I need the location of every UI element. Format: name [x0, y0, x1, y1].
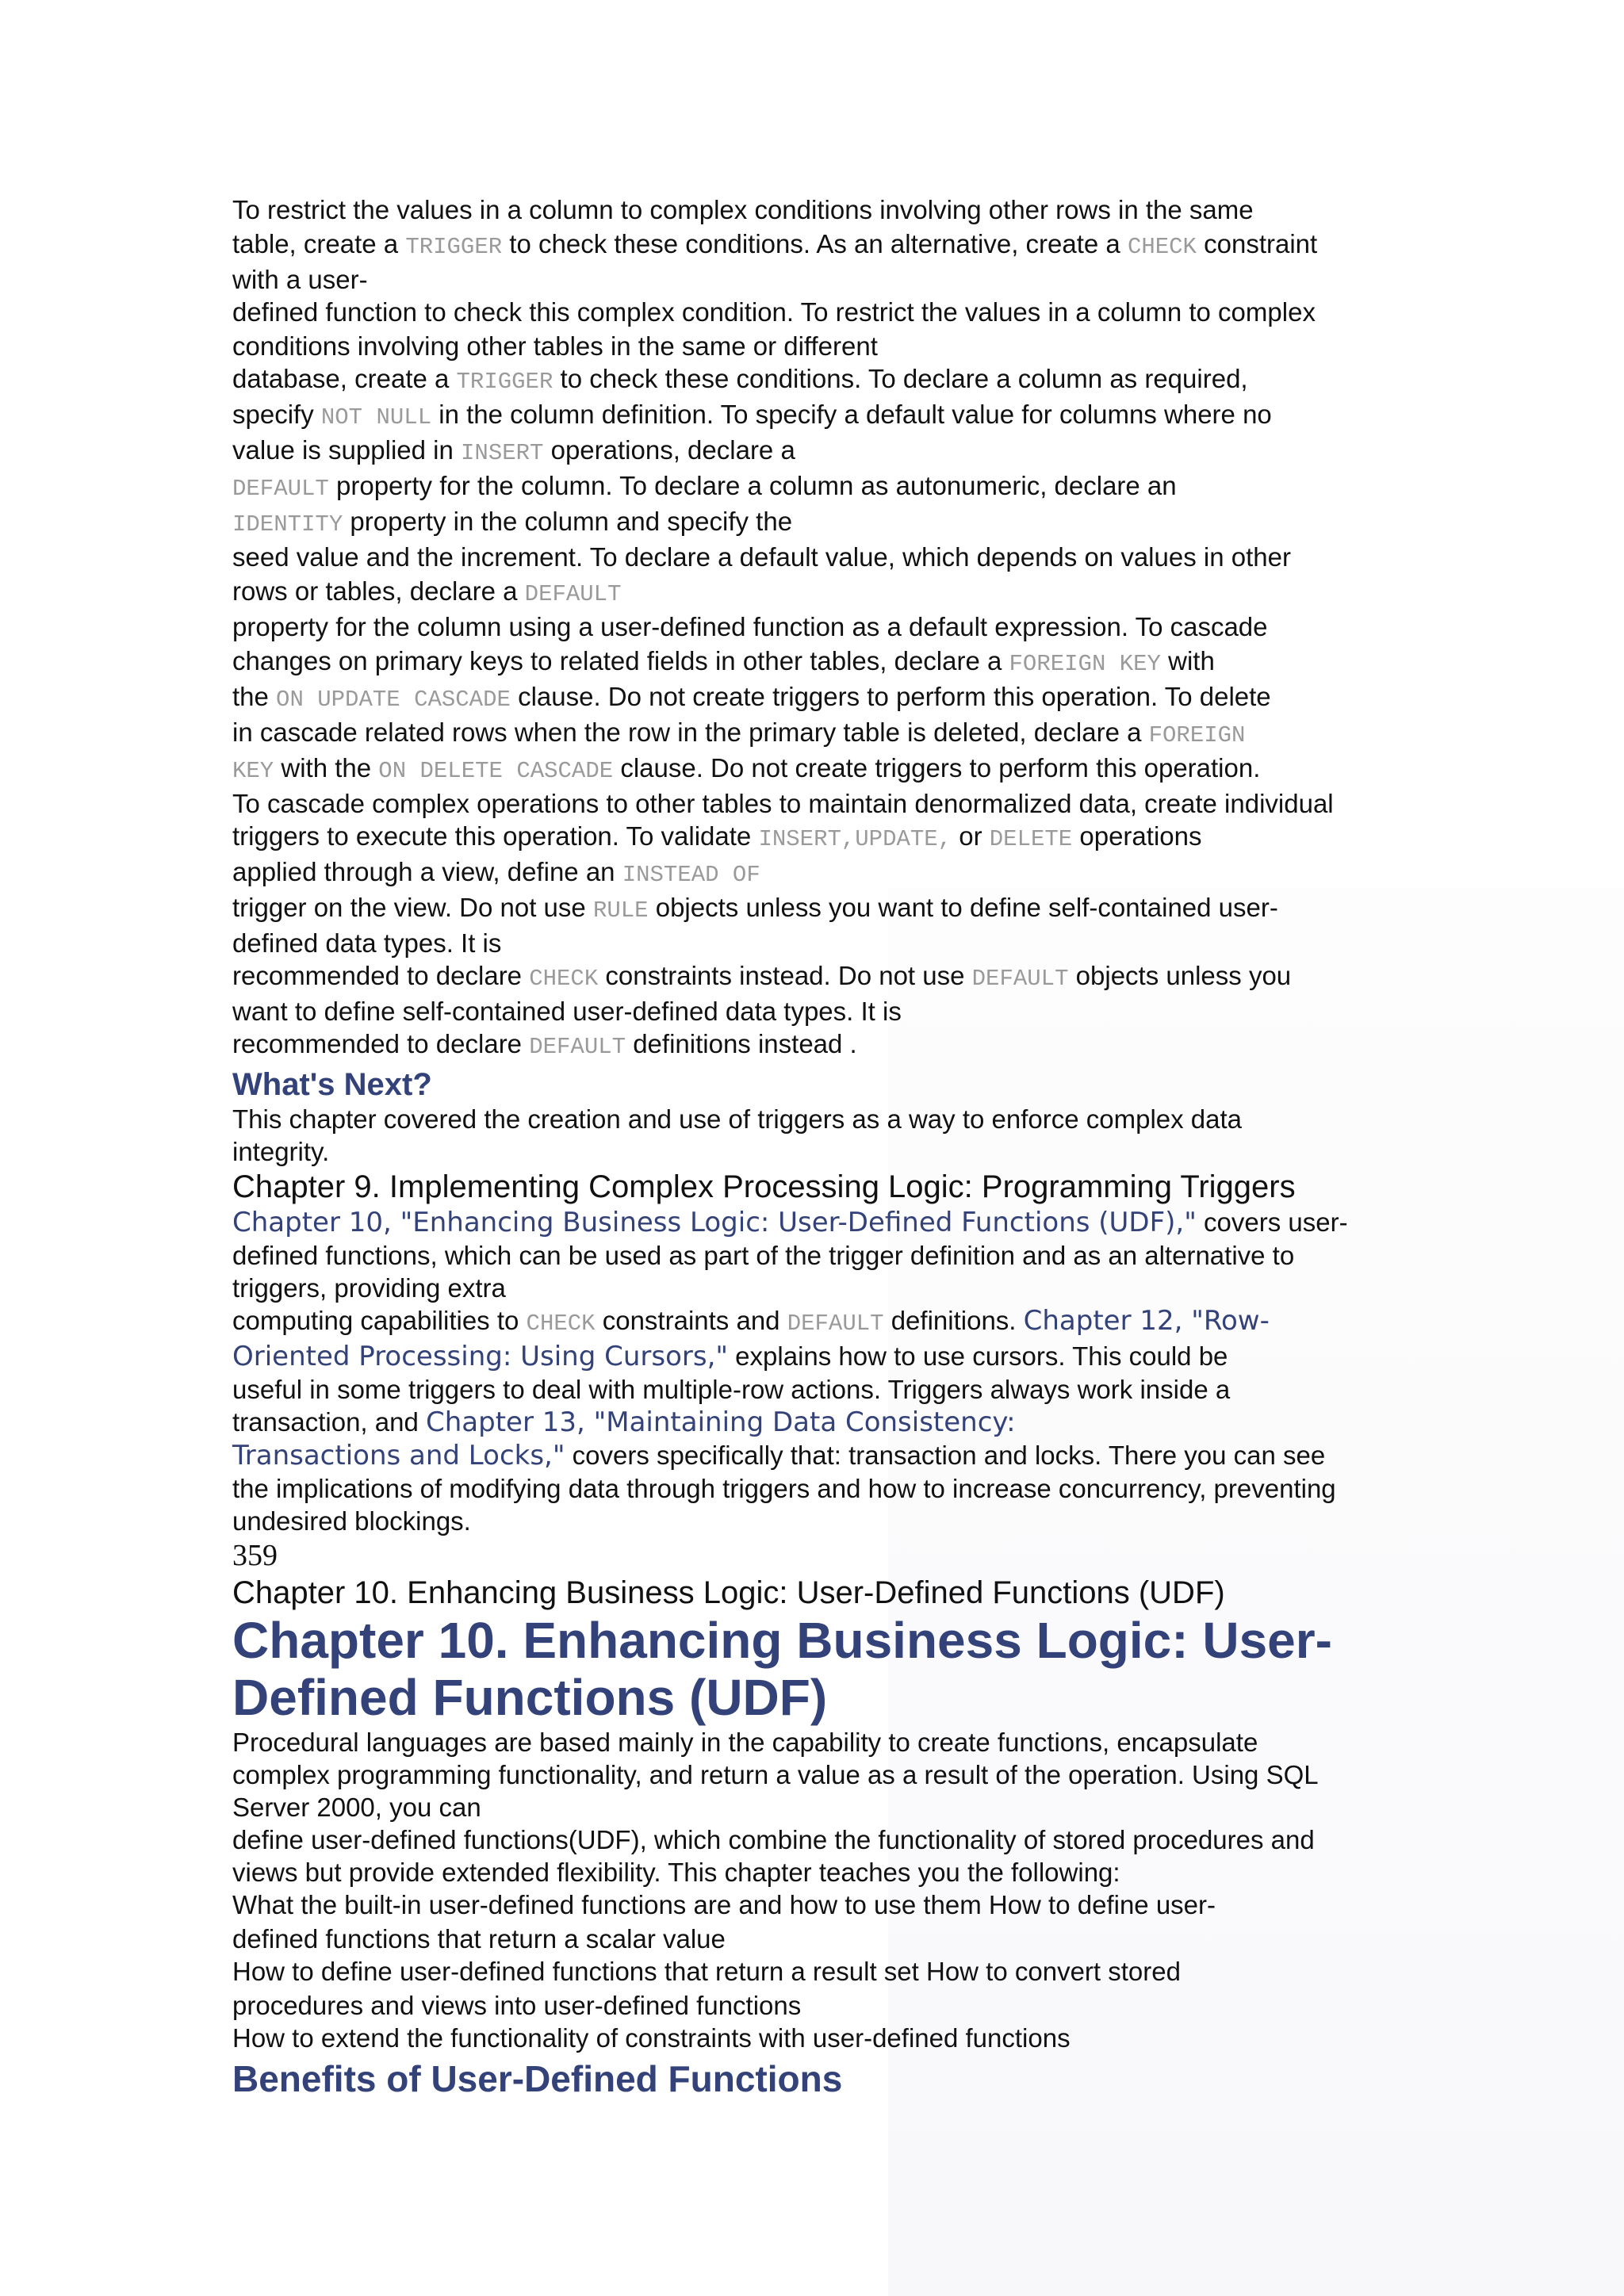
text-run: database, create a: [232, 364, 457, 393]
code-keyword: DEFAULT: [787, 1311, 884, 1337]
text-run: definitions instead .: [626, 1029, 857, 1058]
text-run: seed value and the increment.: [232, 542, 590, 572]
text-line: defined data types. It is: [232, 928, 502, 958]
text-line: [232, 680, 1390, 716]
text-run: property for the column using a user-defined function as a default expression.: [232, 612, 1136, 641]
text-run: Do not use: [837, 961, 972, 990]
text-run: to check these conditions. As an alternative, create a: [502, 229, 1128, 258]
text-line: [232, 434, 1390, 469]
code-keyword: INSTEAD OF: [622, 862, 760, 888]
text-run: triggers to execute this operation.: [232, 821, 626, 851]
text-line: [232, 855, 1390, 891]
code-keyword: CHECK: [1127, 234, 1197, 260]
list-item: [232, 1888, 1390, 1923]
text-run: recommended to declare: [232, 1029, 530, 1058]
text-line: [232, 891, 1390, 927]
chapter-title: [232, 1612, 1390, 1726]
text-line: Procedural languages are based mainly in the capability to create functions, encapsulate: [232, 1728, 1258, 1757]
text-run: recommended to declare: [232, 961, 530, 990]
text-line: [232, 1439, 1390, 1472]
text-run: with the: [274, 753, 379, 783]
text-line: This chapter covered the creation and use of triggers as a way to enforce complex data: [232, 1104, 1243, 1134]
list-item: [232, 2022, 1390, 2056]
text-run: transaction, and: [232, 1407, 426, 1437]
text-line: [232, 959, 1390, 995]
text-line: [232, 820, 1390, 855]
text-line: integrity.: [232, 1137, 330, 1166]
text-run: operations, declare a: [543, 435, 795, 465]
text-line: the implications of modifying data through triggers and how to increase concurrency, preventing: [232, 1474, 1336, 1503]
text-line: procedures and views into user-defined functions: [232, 1991, 802, 2020]
running-header: Chapter 9. Implementing Complex Processing Logic: Programming Triggers: [232, 1169, 1296, 1204]
text-run: value is supplied in: [232, 435, 462, 465]
code-keyword: DEFAULT: [524, 581, 622, 607]
text-run: computing capabilities to: [232, 1306, 527, 1335]
text-run: To cascade: [1135, 612, 1268, 641]
text-line: [232, 228, 1390, 263]
text-run: How to define user-: [988, 1890, 1216, 1919]
text-line: complex programming functionality, and return a value as a result of the operation. Using SQL: [232, 1760, 1319, 1789]
code-keyword: DELETE: [989, 826, 1073, 852]
text-run: table, create a: [232, 229, 406, 258]
text-run: To specify a default value for columns where no: [720, 400, 1272, 429]
text-line: want to define self-contained user-defined data types. It is: [232, 997, 902, 1026]
text-line: with a user-: [232, 265, 368, 294]
text-run: objects unless you want to define self-contained user-: [648, 893, 1278, 922]
text-run: Do not use: [459, 893, 593, 922]
text-line: [232, 1206, 1390, 1239]
text-line: [232, 541, 1390, 575]
code-keyword: DEFAULT: [971, 966, 1069, 992]
text-run: property in the column and specify the: [343, 507, 793, 536]
text-line: defined functions, which can be used as part of the trigger definition and as an alternative to: [232, 1241, 1295, 1270]
text-run: clause. Do not create triggers to perform this operation.: [613, 753, 1261, 783]
text-run: To declare a default value, which depends on values in other: [589, 542, 1291, 572]
text-line: To cascade complex operations to other tables to maintain denormalized data, create individual: [232, 789, 1334, 818]
text-run: rows or tables, declare a: [232, 576, 525, 606]
text-run: trigger on the view.: [232, 893, 460, 922]
chapter-13-link[interactable]: Transactions and Locks,": [232, 1440, 565, 1471]
text-run: To restrict the values in a column to complex: [800, 297, 1316, 327]
text-line: [232, 1406, 1390, 1439]
text-line: useful in some triggers to deal with multiple-row actions. Triggers always work inside a: [232, 1375, 1231, 1404]
text-line: views but provide extended flexibility. This chapter teaches you the following:: [232, 1858, 1120, 1887]
text-run: To declare a column as required,: [868, 364, 1248, 393]
text-run: covers user-: [1196, 1207, 1348, 1237]
code-keyword: INSERT: [461, 440, 544, 466]
text-run: applied through a view, define an: [232, 857, 622, 886]
text-run: How to convert stored: [925, 1957, 1181, 1986]
text-run: in the column definition.: [431, 400, 721, 429]
code-keyword: CHECK: [526, 1311, 596, 1337]
text-run: covers specifically that: transaction and locks. There you can see: [565, 1441, 1326, 1470]
text-run: clause. Do not create triggers to perform this operation.: [510, 682, 1165, 711]
text-run: To restrict the values in a column to complex conditions involving other rows in the same: [232, 195, 1254, 224]
section-heading-benefits: Benefits of User-Defined Functions: [232, 2058, 843, 2099]
text-line: [232, 296, 1390, 330]
text-run: property for the column.: [328, 471, 620, 500]
text-line: undesired blockings.: [232, 1506, 471, 1536]
chapter-12-link[interactable]: Oriented Processing: Using Cursors,": [232, 1341, 729, 1372]
text-line: [232, 1027, 1390, 1063]
chapter-12-link[interactable]: Chapter 12, "Row-: [1023, 1305, 1270, 1337]
text-run: the: [232, 682, 277, 711]
code-keyword: FOREIGN KEY: [1009, 651, 1161, 677]
text-run: changes on primary keys to related fields in other tables, declare a: [232, 646, 1009, 675]
code-keyword: TRIGGER: [405, 234, 503, 260]
chapter-10-link[interactable]: Chapter 10, "Enhancing Business Logic: User-Defined Functions (UDF),": [232, 1207, 1197, 1238]
text-run: operations: [1072, 821, 1202, 851]
text-line: [232, 575, 1390, 610]
text-line: Server 2000, you can: [232, 1793, 481, 1822]
code-keyword: CHECK: [529, 966, 599, 992]
text-line: triggers, providing extra: [232, 1273, 506, 1303]
chapter-title-line: Chapter 10. Enhancing Business Logic: User-: [232, 1612, 1332, 1669]
text-run: specify: [232, 400, 321, 429]
text-run: in cascade related rows when the row in the primary table is deleted, declare a: [232, 718, 1149, 747]
text-line: [232, 362, 1390, 398]
code-keyword: ON DELETE CASCADE: [378, 758, 614, 784]
text-line: [232, 716, 1390, 752]
code-keyword: DEFAULT: [232, 476, 329, 502]
text-run: constraints and: [595, 1306, 787, 1335]
code-keyword: RULE: [592, 897, 649, 924]
text-line: define user-defined functions(UDF), which combine the functionality of stored procedures and: [232, 1825, 1315, 1854]
text-run: To declare a column as autonumeric, declare an: [619, 471, 1177, 500]
code-keyword: NOT NULL: [320, 404, 432, 430]
text-run: To delete: [1164, 682, 1271, 711]
text-run: explains how to use cursors. This could be: [728, 1341, 1228, 1371]
text-line: [232, 505, 1390, 541]
section-heading-whats-next: What's Next?: [232, 1067, 432, 1102]
running-header: Chapter 10. Enhancing Business Logic: User-Defined Functions (UDF): [232, 1575, 1225, 1610]
text-run: To validate: [626, 821, 759, 851]
code-keyword: INSERT,UPDATE,: [758, 826, 952, 852]
text-line: [232, 645, 1390, 680]
document-page: [232, 193, 1390, 2100]
text-line: [232, 1304, 1390, 1340]
code-keyword: FOREIGN: [1148, 722, 1246, 748]
code-keyword: TRIGGER: [456, 369, 553, 395]
text-run: to check these conditions.: [553, 364, 868, 393]
code-keyword: ON UPDATE CASCADE: [276, 687, 511, 713]
text-run: constraints instead.: [598, 961, 838, 990]
text-line: [232, 1340, 1390, 1373]
chapter-title-line: Defined Functions (UDF): [232, 1669, 828, 1726]
code-keyword: KEY: [232, 758, 274, 784]
text-line: [232, 469, 1390, 505]
text-line: defined functions that return a scalar value: [232, 1924, 726, 1954]
text-run: objects unless you: [1068, 961, 1292, 990]
text-line: conditions involving other tables in the same or different: [232, 331, 878, 361]
text-run: with: [1160, 646, 1215, 675]
text-run: How to define user-defined functions that return a result set: [232, 1957, 926, 1986]
text-line: [232, 610, 1390, 645]
text-run: How to extend the functionality of constraints with user-defined functions: [232, 2023, 1071, 2053]
text-run: or: [952, 821, 990, 851]
text-line: [232, 398, 1390, 434]
page-number: 359: [232, 1539, 278, 1572]
text-line: [232, 193, 1390, 228]
chapter-13-link[interactable]: Chapter 13, "Maintaining Data Consistency:: [426, 1406, 1016, 1438]
text-run: constraint: [1196, 229, 1318, 258]
text-run: What the built-in user-defined functions are and how to use them: [232, 1890, 989, 1919]
code-keyword: IDENTITY: [232, 511, 343, 538]
list-item: [232, 1955, 1390, 1989]
text-run: definitions.: [883, 1306, 1024, 1335]
text-line: [232, 752, 1390, 787]
code-keyword: DEFAULT: [529, 1034, 626, 1060]
text-run: defined function to check this complex condition.: [232, 297, 801, 327]
